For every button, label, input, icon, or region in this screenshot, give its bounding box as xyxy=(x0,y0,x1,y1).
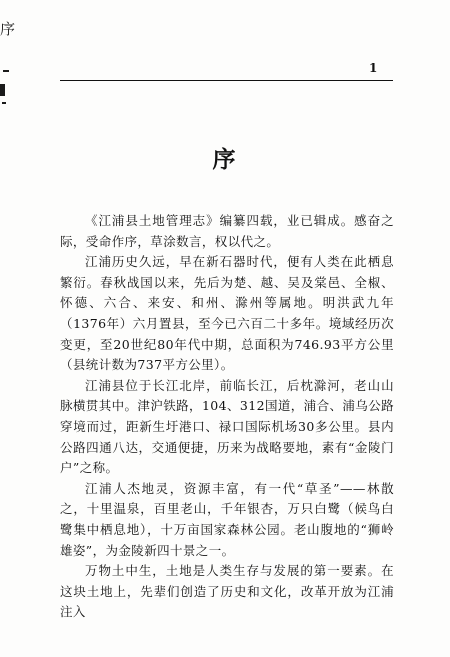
page-title: 序 xyxy=(212,147,238,173)
edge-mark-2 xyxy=(0,84,5,96)
paragraph-2: 江浦历史久远，早在新石器时代，便有人类在此栖息繁衍。春秋战国以来，先后为楚、越、吴及棠邑、全椒、怀德、六合、来安、和州、滁州等属地。明洪武九年（1376年）六月置县，至今已六百二十多年。境域经历次变更，至20世纪80年代中期，总面积为746.93平方公里（县统计数为737平方公里）。 xyxy=(60,254,394,373)
body-text xyxy=(60,211,394,623)
page-number: 1 xyxy=(369,61,378,75)
paragraph-1: 《江浦县土地管理志》编纂四载，业已辑成。感奋之际，受命作序，草涂数言，权以代之。 xyxy=(60,213,394,249)
edge-mark-1 xyxy=(3,70,9,72)
header-rule xyxy=(60,80,393,81)
edge-mark-3 xyxy=(2,102,6,104)
edge-fragment-text: 序 xyxy=(0,20,16,38)
paragraph-4: 江浦人杰地灵，资源丰富，有一代“草圣”——林散之，十里温泉，百里老山，千年银杏，万只白鹭（候鸟白鹭集中栖息地），十万亩国家森林公园。老山腹地的“狮岭雄姿”，为金陵新四十景之一。 xyxy=(60,480,394,558)
paragraph-3: 江浦县位于长江北岸，前临长江，后枕滁河，老山山脉横贯其中。津沪铁路，104、312国道，浦合、浦乌公路穿境而过，距新生圩港口、禄口国际机场30多公里。县内公路四通八达，交通便捷，历来为战略要地，素有“金陵门户”之称。 xyxy=(60,377,394,476)
paragraph-5: 万物土中生，土地是人类生存与发展的第一要素。在这块土地上，先辈们创造了历史和文化，改革开放为江浦注入 xyxy=(60,563,394,620)
